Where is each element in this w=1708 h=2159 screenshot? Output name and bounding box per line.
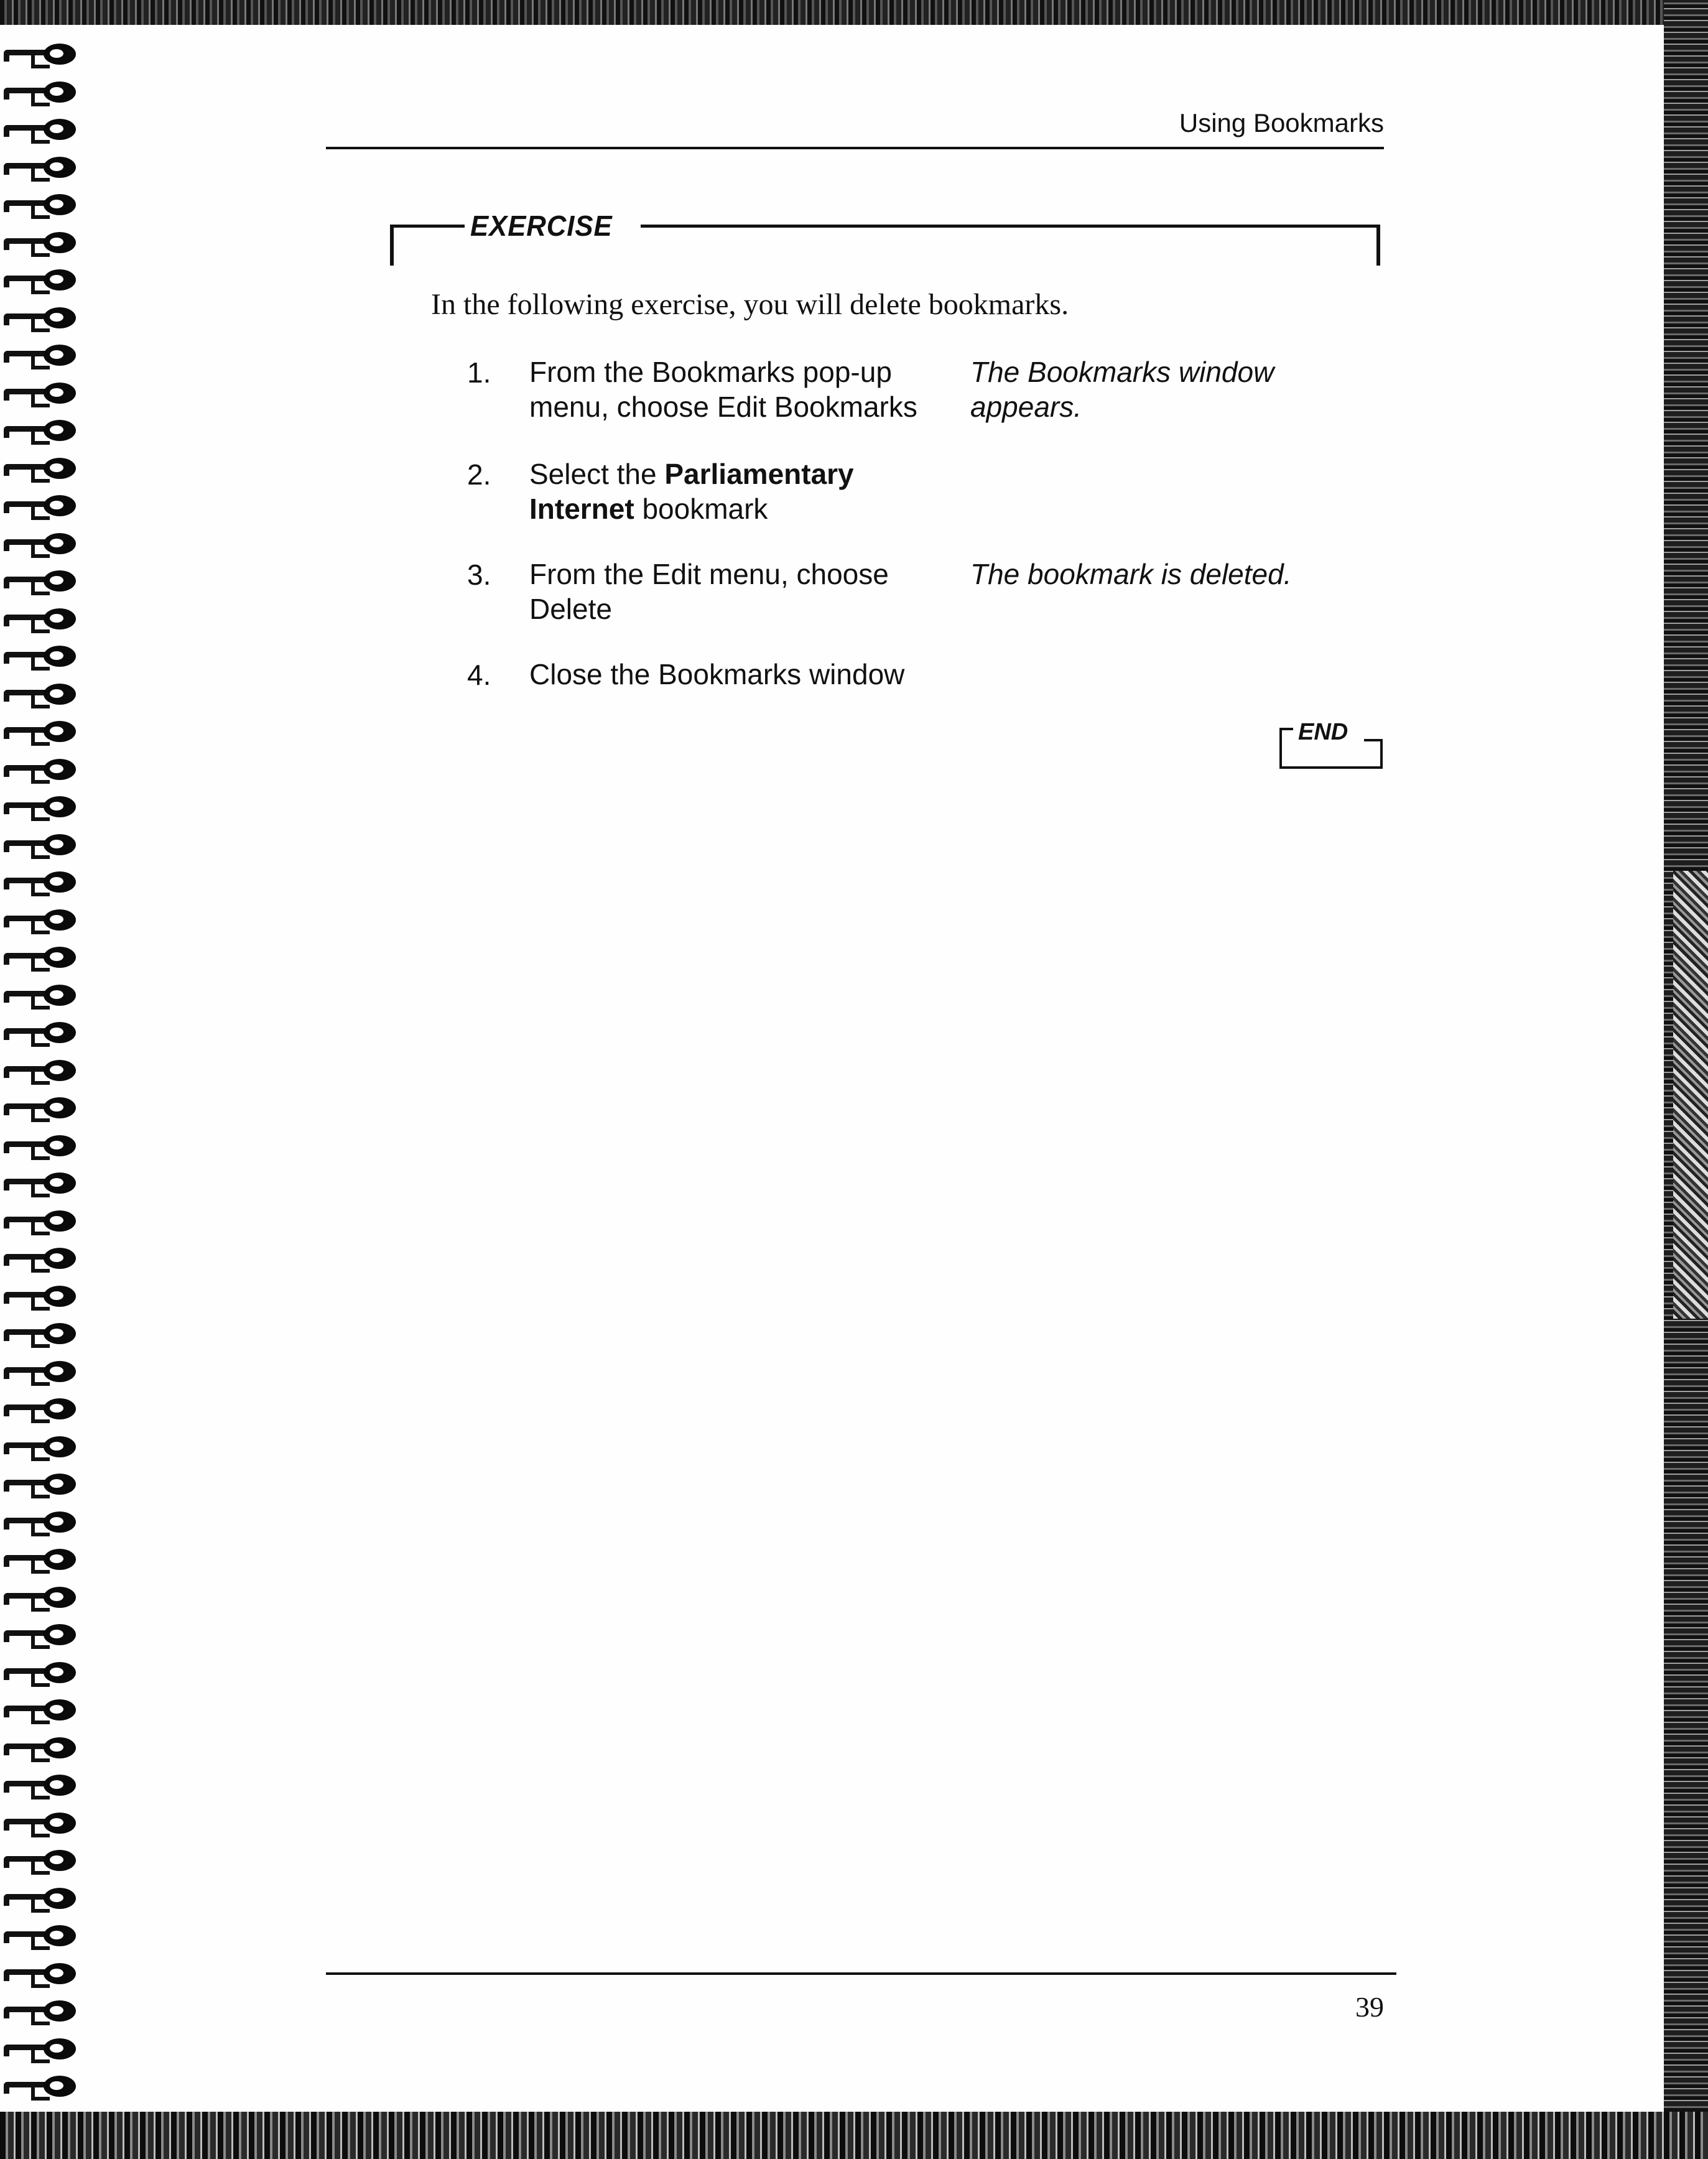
binding-coil — [4, 495, 82, 516]
binding-hole — [50, 1630, 63, 1638]
step-3-result-line-1: The bookmark is deleted. — [970, 558, 1292, 590]
binding-coil — [4, 2000, 82, 2022]
page-header-title: Using Bookmarks — [1179, 108, 1384, 137]
scan-edge-right-noise — [1673, 871, 1708, 1319]
binding-coil — [4, 345, 82, 366]
step-2-prefix: Select the — [529, 458, 665, 490]
binding-coil — [4, 1850, 82, 1871]
binding-coil — [4, 1925, 82, 1946]
binding-hole — [50, 463, 63, 472]
binding-coil — [4, 232, 82, 253]
exercise-title: EXERCISE — [470, 210, 613, 242]
binding-hole — [50, 990, 63, 999]
binding-hole — [50, 689, 63, 698]
end-marker-top-left — [1279, 728, 1293, 730]
binding-coil — [4, 759, 82, 780]
document-page — [0, 25, 1664, 2112]
step-4-instruction — [529, 657, 952, 692]
end-marker-top-right — [1364, 739, 1383, 741]
step-2-instruction — [529, 457, 952, 526]
binding-coil — [4, 1135, 82, 1156]
binding-hole — [50, 49, 63, 58]
binding-hole — [50, 651, 63, 660]
binding-coil — [4, 1172, 82, 1194]
binding-coil — [4, 1361, 82, 1382]
binding-coil — [4, 383, 82, 404]
binding-coil — [4, 458, 82, 479]
step-2-suffix: bookmark — [634, 493, 768, 525]
binding-hole — [50, 614, 63, 623]
binding-hole — [50, 350, 63, 359]
binding-hole — [50, 1855, 63, 1864]
binding-coil — [4, 985, 82, 1006]
binding-hole — [50, 877, 63, 886]
step-4-line-1: Close the Bookmarks window — [529, 658, 905, 690]
binding-hole — [50, 576, 63, 585]
binding-coil — [4, 871, 82, 893]
exercise-frame-top-right — [641, 225, 1380, 228]
binding-coil — [4, 1022, 82, 1043]
binding-hole — [50, 200, 63, 208]
binding-hole — [50, 1818, 63, 1827]
page-number: 39 — [1355, 1991, 1384, 2023]
end-marker-left — [1279, 728, 1282, 769]
binding-hole — [50, 2044, 63, 2053]
binding-coil — [4, 646, 82, 667]
binding-hole — [50, 1442, 63, 1451]
binding-hole — [50, 275, 63, 284]
end-label: END — [1298, 719, 1348, 745]
binding-hole — [50, 915, 63, 924]
binding-hole — [50, 1404, 63, 1413]
scan-edge-bottom — [0, 2112, 1708, 2159]
step-1-result-line-2: appears. — [970, 391, 1082, 423]
binding-hole — [50, 1554, 63, 1563]
binding-coil — [4, 119, 82, 140]
binding-coil — [4, 1398, 82, 1419]
binding-coil — [4, 1060, 82, 1081]
binding-coil — [4, 194, 82, 215]
binding-coil — [4, 1699, 82, 1720]
binding-coil — [4, 1474, 82, 1495]
binding-hole — [50, 1291, 63, 1300]
binding-hole — [50, 1893, 63, 1902]
binding-coil — [4, 1549, 82, 1570]
binding-hole — [50, 1066, 63, 1074]
binding-hole — [50, 539, 63, 547]
binding-hole — [50, 1592, 63, 1601]
binding-coil — [4, 608, 82, 629]
step-3-instruction — [529, 557, 952, 626]
binding-hole — [50, 952, 63, 961]
binding-hole — [50, 2081, 63, 2090]
binding-coil — [4, 1963, 82, 1984]
binding-hole — [50, 1367, 63, 1375]
binding-coil — [4, 1662, 82, 1683]
binding-hole — [50, 1216, 63, 1225]
binding-hole — [50, 388, 63, 397]
step-1-result — [970, 355, 1344, 424]
step-4-number: 4. — [467, 659, 491, 691]
binding-coil — [4, 1210, 82, 1232]
binding-hole — [50, 1178, 63, 1187]
binding-hole — [50, 1329, 63, 1337]
binding-coil — [4, 307, 82, 328]
binding-coil — [4, 1097, 82, 1118]
binding-hole — [50, 764, 63, 773]
exercise-frame-top-left — [390, 225, 465, 228]
scan-edge-top — [0, 0, 1708, 25]
binding-hole — [50, 162, 63, 171]
step-3-number: 3. — [467, 559, 491, 591]
binding-coil — [4, 1888, 82, 1909]
binding-coil — [4, 684, 82, 705]
binding-hole — [50, 1969, 63, 1977]
binding-hole — [50, 1103, 63, 1112]
binding-coil — [4, 947, 82, 968]
binding-hole — [50, 238, 63, 246]
binding-coil — [4, 1323, 82, 1344]
binding-coil — [4, 2076, 82, 2097]
step-2-bookmark-name-2: Internet — [529, 493, 634, 525]
end-marker-bottom — [1279, 766, 1383, 769]
step-1-line-1: From the Bookmarks pop-up — [529, 356, 892, 388]
step-1-instruction — [529, 355, 952, 424]
binding-coil — [4, 44, 82, 65]
binding-coil — [4, 909, 82, 931]
binding-coil — [4, 1624, 82, 1645]
exercise-frame-left — [390, 225, 394, 266]
step-3-line-2: Delete — [529, 593, 612, 625]
binding-hole — [50, 727, 63, 735]
step-2-number: 2. — [467, 458, 491, 491]
binding-coil — [4, 1813, 82, 1834]
binding-coil — [4, 1286, 82, 1307]
binding-hole — [50, 124, 63, 133]
end-marker-right — [1380, 739, 1383, 769]
binding-coil — [4, 796, 82, 817]
binding-coil — [4, 834, 82, 855]
binding-hole — [50, 802, 63, 810]
binding-hole — [50, 501, 63, 509]
binding-hole — [50, 1253, 63, 1262]
step-3-line-1: From the Edit menu, choose — [529, 558, 889, 590]
binding-hole — [50, 1780, 63, 1789]
binding-hole — [50, 425, 63, 434]
binding-hole — [50, 1668, 63, 1676]
step-1-number: 1. — [467, 356, 491, 389]
binding-coil — [4, 1587, 82, 1608]
binding-coil — [4, 1775, 82, 1796]
binding-hole — [50, 1141, 63, 1149]
binding-hole — [50, 1028, 63, 1036]
step-2-bookmark-name-1: Parliamentary — [664, 458, 854, 490]
binding-coil — [4, 157, 82, 178]
binding-coil — [4, 533, 82, 554]
step-1-line-2: menu, choose Edit Bookmarks — [529, 391, 917, 423]
binding-hole — [50, 840, 63, 848]
binding-hole — [50, 87, 63, 96]
binding-hole — [50, 1479, 63, 1488]
binding-hole — [50, 2006, 63, 2015]
binding-coil — [4, 1436, 82, 1457]
binding-coil — [4, 269, 82, 290]
binding-hole — [50, 1743, 63, 1752]
step-1-result-line-1: The Bookmarks window — [970, 356, 1274, 388]
footer-rule — [326, 1972, 1396, 1975]
step-3-result — [970, 557, 1344, 592]
binding-hole — [50, 1517, 63, 1526]
binding-coil — [4, 81, 82, 103]
binding-coil — [4, 2038, 82, 2059]
binding-hole — [50, 1705, 63, 1714]
spiral-binding — [0, 25, 87, 2112]
binding-coil — [4, 420, 82, 441]
binding-coil — [4, 570, 82, 592]
exercise-intro: In the following exercise, you will delete bookmarks. — [431, 288, 1069, 321]
binding-coil — [4, 1737, 82, 1758]
end-marker — [1279, 719, 1383, 769]
binding-coil — [4, 1511, 82, 1533]
binding-hole — [50, 313, 63, 322]
header-rule — [326, 147, 1384, 149]
exercise-frame-right — [1376, 225, 1380, 266]
binding-hole — [50, 1931, 63, 1939]
binding-coil — [4, 1248, 82, 1269]
binding-coil — [4, 721, 82, 742]
